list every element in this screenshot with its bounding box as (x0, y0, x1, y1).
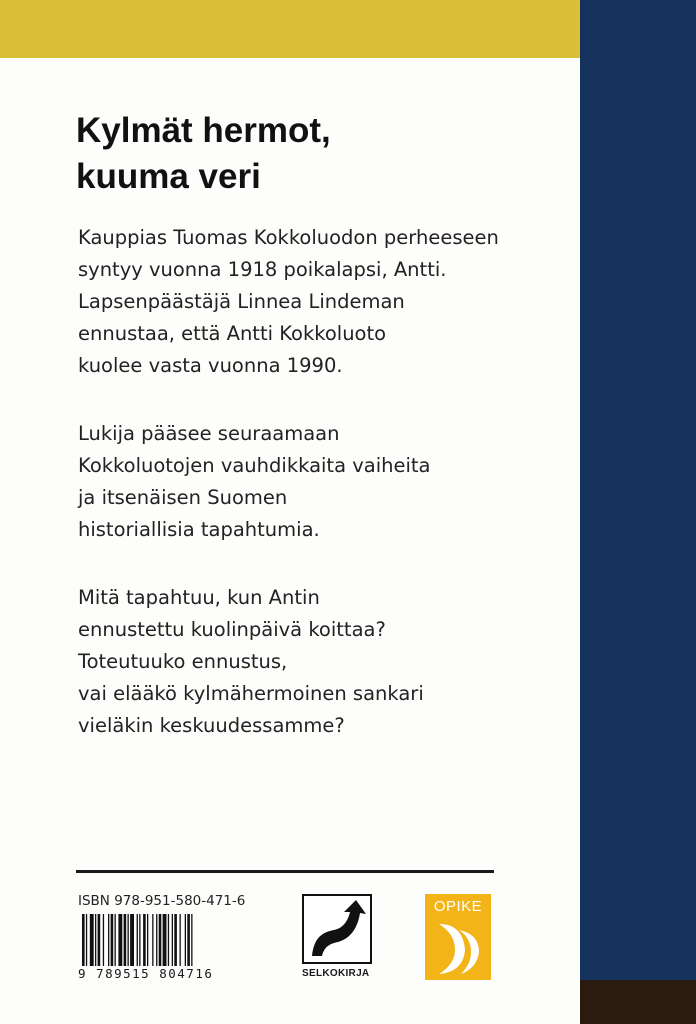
title-line: Kylmät hermot, (76, 111, 331, 150)
blurb-line: kuolee vasta vuonna 1990. (78, 354, 343, 377)
blurb-line: ja itsenäisen Suomen (78, 486, 288, 509)
blurb-paragraph (78, 582, 548, 742)
barcode-digits: 9 789515 804716 (78, 966, 238, 981)
blurb-paragraph (78, 222, 548, 382)
blurb-line: ennustettu kuolinpäivä koittaa? (78, 618, 386, 641)
opike-label: OPIKE (433, 898, 483, 915)
book-curve-icon (425, 894, 491, 980)
opike-logo (425, 894, 491, 980)
blurb-line: Kauppias Tuomas Kokkoluodon perheeseen (78, 226, 499, 249)
blurb-line: Toteutuuko ennustus, (78, 650, 288, 673)
s-arrow-icon (302, 894, 372, 964)
blurb (78, 222, 548, 778)
spine-bottom-edge (580, 980, 696, 1024)
title-line: kuuma veri (76, 157, 261, 196)
top-color-band (0, 0, 580, 58)
book-title (76, 108, 556, 200)
cover-spine (580, 0, 696, 1024)
selkokirja-logo (302, 894, 372, 979)
blurb-line: syntyy vuonna 1918 poikalapsi, Antti. (78, 258, 447, 281)
blurb-line: Lukija pääsee seuraamaan (78, 422, 340, 445)
blurb-line: vieläkin keskuudessamme? (78, 714, 345, 737)
blurb-line: Mitä tapahtuu, kun Antin (78, 586, 320, 609)
barcode (82, 914, 230, 974)
blurb-line: historiallisia tapahtumia. (78, 518, 320, 541)
isbn-text: ISBN 978-951-580-471-6 (78, 893, 246, 909)
blurb-line: Kokkoluotojen vauhdikkaita vaiheita (78, 454, 431, 477)
blurb-line: vai elääkö kylmähermoinen sankari (78, 682, 424, 705)
barcode-bars (82, 914, 230, 974)
blurb-line: ennustaa, että Antti Kokkoluoto (78, 322, 387, 345)
divider-rule (76, 870, 494, 873)
selkokirja-label: SELKOKIRJA (302, 968, 370, 979)
blurb-paragraph (78, 418, 548, 546)
blurb-line: Lapsenpäästäjä Linnea Lindeman (78, 290, 405, 313)
